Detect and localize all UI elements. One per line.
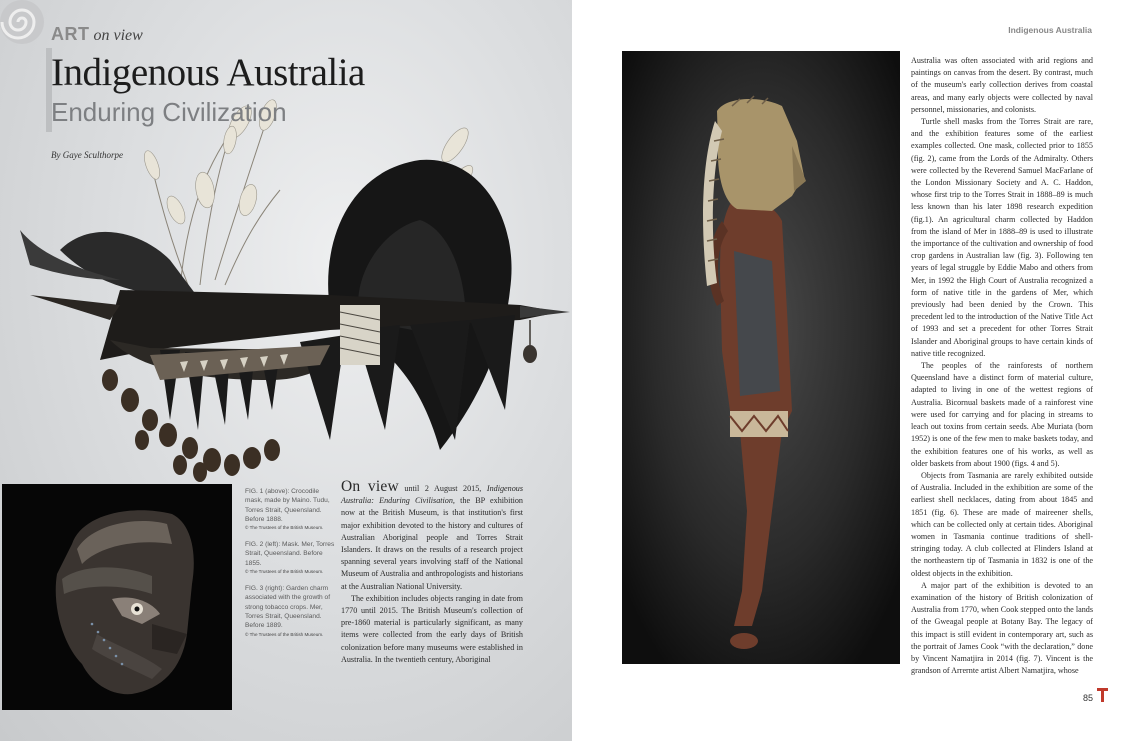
byline: By Gaye Sculthorpe — [51, 150, 123, 160]
paragraph-text: until 2 August 2015, — [398, 484, 487, 493]
section-tag — [51, 24, 143, 46]
article-subtitle: Enduring Civilization — [51, 97, 287, 127]
caption-text: FIG. 2 (left): Mask. Mer, Torres Strait, Queensland. Before 1855. — [245, 541, 335, 567]
section-tag-art: ART — [51, 24, 90, 44]
exhibition-title: Indigenous Australia: Enduring Civilisation, — [341, 484, 523, 506]
paragraph: Australia was often associated with arid regions and paintings on canvas from the desert. By contrast, much of the museum's early collection derives from coastal areas, and many early objects were collected by naval personnel, missionaries, and colonists. — [911, 56, 1093, 114]
paragraph: The exhibition includes objects ranging in date from 1770 until 2015. The British Museum's collection of pre-1860 material is particularly significant, as many items were collected from the early days of British colonization before many museums were established in Australia. In the twentieth century, Aboriginal — [341, 593, 523, 664]
paragraph — [341, 478, 523, 593]
crocodile-mask-photo — [0, 80, 572, 490]
lead-in: On view — [341, 478, 399, 495]
caption-credit: © The Trustees of the British Museum. — [245, 631, 324, 637]
caption-text: FIG. 3 (right): Garden charm associated with the growth of strong tobacco crops. Mer, Torres Strait, Queensland. Before 1889. — [245, 585, 331, 630]
right-page — [572, 0, 1142, 741]
garden-charm-photo — [622, 51, 900, 664]
article-title: Indigenous Australia — [51, 51, 365, 94]
figure-captions — [245, 487, 337, 647]
page-number: 85 — [1083, 693, 1094, 703]
paragraph-text: the BP exhibition now at the British Museum, is that institution's first major exhibition devoted to the history and cultures of Australian Aboriginal people and Torres Strait Islanders. It draws on the results of a research project spanning several years involving staff of the National Museum of Australia and anthropologists and historians at the Australian National University. — [341, 496, 523, 591]
caption-credit: © The Trustees of the British Museum. — [245, 525, 324, 531]
turtle-shell-mask-photo — [2, 484, 232, 710]
paragraph: Objects from Tasmania are rarely exhibited outside of Australia. Included in the exhibition are some of the earliest shell necklaces, dating from about 1845 and 1851 (fig. 6). These are made of maireener shells, which can be collected only at certain tides. Aboriginal women in Tasmania continue traditions of shell-stringing today. A club collected at Flinders Island at the northeastern tip of Tasmania in 1832 is one of the oldest objects in the exhibition. — [911, 470, 1093, 578]
magazine-logo-icon — [1097, 688, 1108, 702]
caption-fig-2 — [245, 540, 337, 575]
body-text-left — [341, 478, 523, 666]
paragraph: Turtle shell masks from the Torres Strait are rare, and the exhibition features some of the earliest examples collected. One mask, collected prior to 1855 (fig. 2), came from the Lords of the Admiralty. Others were collected by the Reverend Samuel MacFarlane of the London Missionary Society and A. C. Haddon, whose first trip to the Torres Strait in 1888–89 is much less known than his later 1898 research expedition (fig.1). An agricultural charm collected by Haddon from the island of Mer in 1888–89 is used to illustrate the importance of the cultivation and ownership of food crop gardens in Australian law (fig. 3). Following ten years of legal struggle by Eddie Mabo and others from Mer, in 1992 the High Court of Australia recognized a form of native title in the gardens of Mer, which previously had been denied by the Crown. This precedent led to the introduction of the Native Title Act of 1993 and set a precedent for other Torres Strait Islander and Aboriginal groups to have certain kinds of native title recognized. — [911, 117, 1093, 358]
caption-credit: © The Trustees of the British Museum. — [245, 569, 324, 575]
caption-fig-1 — [245, 487, 337, 531]
caption-fig-3 — [245, 584, 337, 637]
caption-text: FIG. 1 (above): Crocodile mask, made by Maino. Tudu, Torres Strait, Queensland. Before 1888. — [245, 488, 330, 523]
turtle-shell-mask-image — [2, 484, 232, 710]
paragraph: The peoples of the rainforests of northern Queensland have a distinct form of material culture, adapted to living in one of the wettest regions of Australia. Bicornual baskets made of a rainforest vine were used for carrying and for placing in streams to leach out toxins from certain seeds. Abe Muriata (born 1952) is one of the few men to make baskets today, and the exhibition features one of his works, as well as older baskets from about 1900 (figs. 4 and 5). — [911, 361, 1093, 468]
paragraph: A major part of the exhibition is devoted to an examination of the history of British colonization of Australia from 1770, when Cook stepped onto the lands of the Gweagal people at Botany Bay. The legacy of this impact is still evident in contemporary art, such as the portrait of James Cook “with the declaration,” done by Vincent Namatjira in 2014 (fig. 7). Vincent is the grandson of Arrernte artist Albert Namatjira, whose — [911, 580, 1093, 676]
running-head: Indigenous Australia — [1008, 25, 1092, 35]
body-text-right — [911, 55, 1093, 677]
section-tag-view: on view — [93, 27, 143, 44]
